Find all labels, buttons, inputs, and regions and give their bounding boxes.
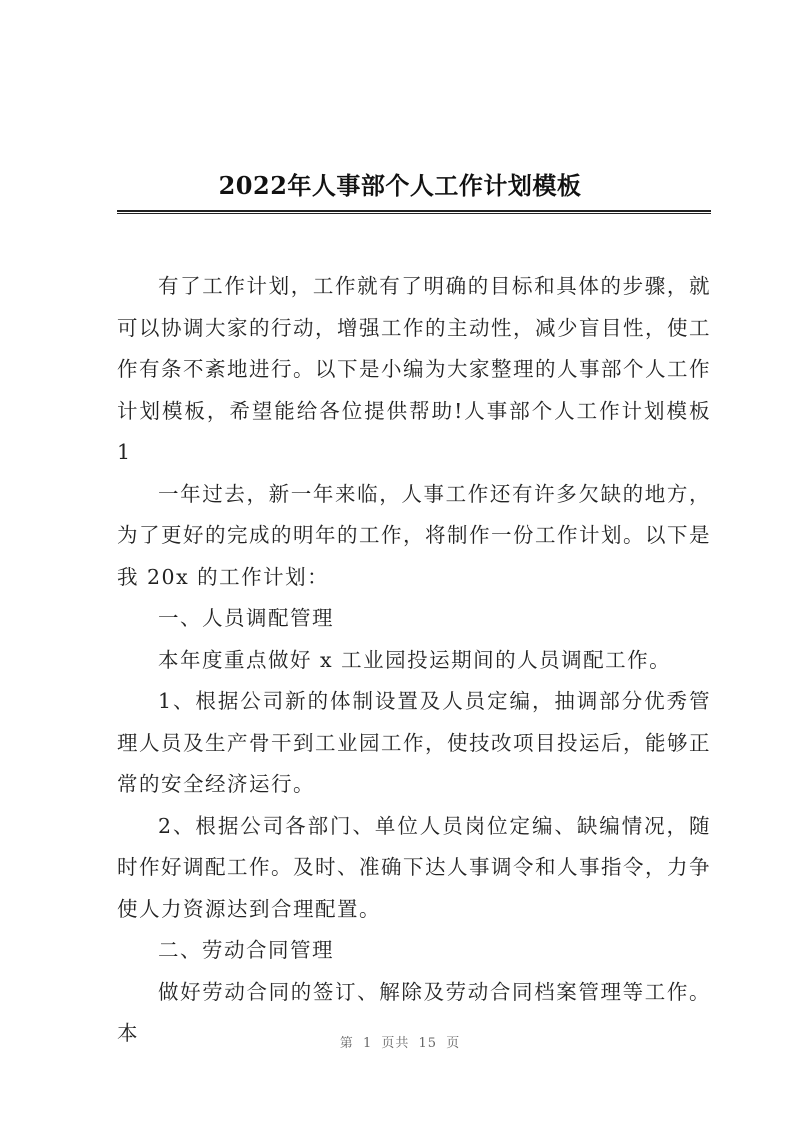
footer-middle: 页共 [381, 1036, 410, 1051]
paragraph-staffing-item-1: 1、根据公司新的体制设置及人员定编，抽调部分优秀管理人员及生产骨干到工业园工作，使技改项目投运后，能够正常的安全经济运行。 [117, 689, 711, 796]
page-footer [0, 1032, 800, 1051]
section-heading-staffing: 一、人员调配管理 [158, 606, 334, 630]
footer-page-number: 1 [362, 1036, 373, 1051]
document-body [117, 266, 711, 1055]
footer-suffix: 页 [446, 1036, 461, 1051]
paragraph-overview: 一年过去，新一年来临，人事工作还有许多欠缺的地方，为了更好的完成的明年的工作，将制作一份工作计划。以下是我 20x 的工作计划： [117, 481, 711, 589]
paragraph-intro: 有了工作计划，工作就有了明确的目标和具体的步骤，就可以协调大家的行动，增强工作的主动性，减少盲目性，使工作有条不紊地进行。以下是小编为大家整理的人事部个人工作计划模板，希望能给各位提供帮助!人事部个人工作计划模板 1 [117, 274, 711, 464]
paragraph-staffing-focus: 本年度重点做好 x 工业园投运期间的人员调配工作。 [158, 647, 672, 672]
section-heading-contracts: 二、劳动合同管理 [158, 938, 334, 962]
footer-total-pages: 15 [418, 1036, 438, 1051]
paragraph-contracts: 做好劳动合同的签订、解除及劳动合同档案管理等工作。本 [117, 979, 711, 1045]
paragraph-staffing-item-2: 2、根据公司各部门、单位人员岗位定编、缺编情况，随时作好调配工作。及时、准确下达人事调令和人事指令，力争使人力资源达到合理配置。 [117, 813, 711, 921]
document-title: 2022年人事部个人工作计划模板 [218, 171, 582, 200]
title-divider [117, 210, 711, 214]
footer-prefix: 第 [339, 1036, 354, 1051]
